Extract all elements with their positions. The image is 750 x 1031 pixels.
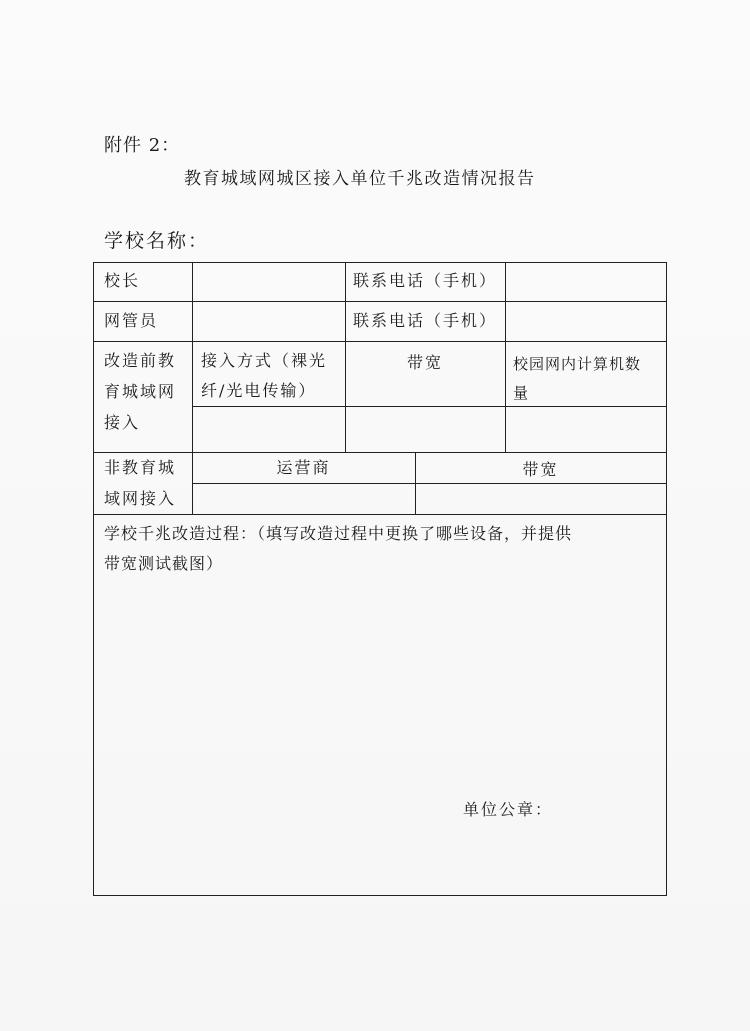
non-edu-bandwidth-label: 带宽	[522, 460, 559, 479]
attachment-label: 附件 2：	[104, 135, 181, 156]
pre-upgrade-label-line3: 接入	[104, 413, 141, 432]
pre-upgrade-label-line2: 育城域网	[104, 382, 177, 401]
admin-phone-label: 联系电话（手机）	[353, 311, 498, 330]
row-divider-5	[94, 514, 666, 515]
pre-upgrade-label-line1: 改造前教	[104, 351, 177, 370]
operator-label: 运营商	[276, 458, 331, 477]
document-title: 教育城域网城区接入单位千兆改造情况报告	[184, 169, 536, 189]
unit-seal-label: 单位公章：	[463, 800, 554, 819]
access-method-line1: 接入方式（裸光	[201, 351, 328, 370]
pre-upgrade-bandwidth-label: 带宽	[406, 353, 443, 372]
col-divider-phone-value	[505, 263, 506, 452]
upgrade-process-line2: 带宽测试截图）	[104, 554, 224, 573]
report-form-table	[93, 262, 667, 896]
network-admin-label: 网管员	[104, 311, 159, 330]
row-divider-3a	[192, 406, 666, 407]
non-edu-label-line1: 非教育城	[104, 458, 177, 477]
access-method-line2: 纤/光电传输）	[201, 381, 317, 400]
school-name-label: 学校名称：	[104, 230, 210, 252]
principal-label: 校长	[104, 271, 141, 290]
non-edu-label-line2: 域网接入	[104, 489, 177, 508]
computer-count-line2: 量	[513, 384, 531, 402]
row-divider-2	[94, 341, 666, 342]
computer-count-line1: 校园网内计算机数	[513, 355, 642, 373]
row-divider-1	[94, 301, 666, 302]
upgrade-process-line1: 学校千兆改造过程：（填写改造过程中更换了哪些设备，并提供	[104, 524, 573, 543]
principal-phone-label: 联系电话（手机）	[353, 271, 498, 290]
